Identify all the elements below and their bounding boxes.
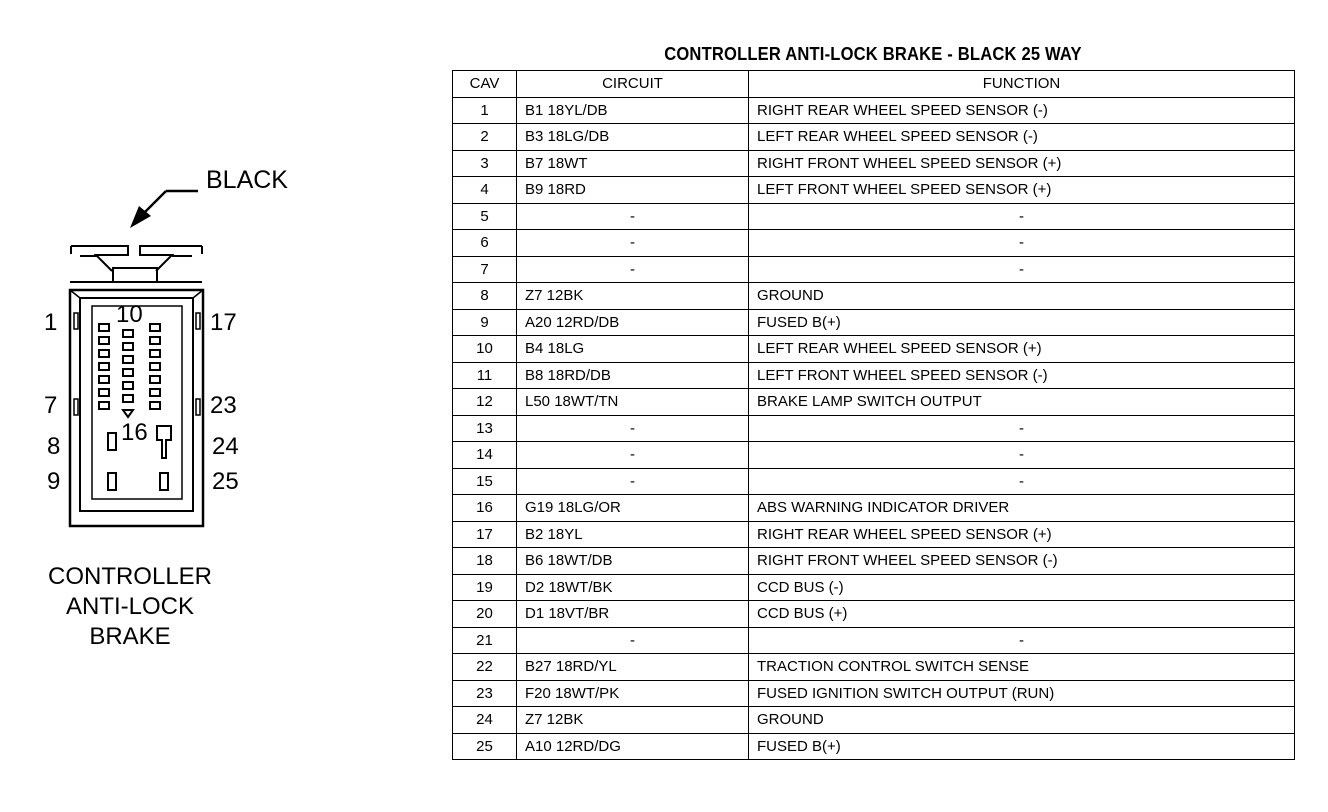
cell-circuit: B9 18RD bbox=[517, 177, 749, 204]
cell-circuit: B8 18RD/DB bbox=[517, 362, 749, 389]
table-row bbox=[453, 177, 1295, 204]
cell-cav: 1 bbox=[453, 97, 517, 124]
callout-arrow-icon bbox=[130, 191, 198, 228]
cell-circuit: - bbox=[517, 442, 749, 469]
cell-cav: 12 bbox=[453, 389, 517, 416]
cell-cav: 3 bbox=[453, 150, 517, 177]
cell-function: RIGHT FRONT WHEEL SPEED SENSOR (-) bbox=[749, 548, 1295, 575]
table-row bbox=[453, 415, 1295, 442]
cell-cav: 22 bbox=[453, 654, 517, 681]
pin-label-7: 7 bbox=[44, 392, 58, 419]
cell-function: - bbox=[749, 442, 1295, 469]
table-row bbox=[453, 97, 1295, 124]
cell-function: GROUND bbox=[749, 707, 1295, 734]
cell-circuit: - bbox=[517, 627, 749, 654]
table-row bbox=[453, 124, 1295, 151]
table-row bbox=[453, 230, 1295, 257]
cell-circuit: B2 18YL bbox=[517, 521, 749, 548]
cavity-column-1-7 bbox=[99, 324, 109, 409]
cell-function: TRACTION CONTROL SWITCH SENSE bbox=[749, 654, 1295, 681]
cell-function: LEFT FRONT WHEEL SPEED SENSOR (+) bbox=[749, 177, 1295, 204]
cell-circuit: B7 18WT bbox=[517, 150, 749, 177]
cavity-column-17-23 bbox=[150, 324, 160, 409]
table-row bbox=[453, 203, 1295, 230]
pinout-table bbox=[452, 70, 1295, 760]
table-title: CONTROLLER ANTI-LOCK BRAKE - BLACK 25 WAY bbox=[664, 44, 1082, 64]
caption-line-2: ANTI-LOCK bbox=[65, 593, 194, 620]
cavity-column-10-15 bbox=[123, 330, 133, 417]
pin-label-10: 10 bbox=[116, 301, 143, 328]
cell-function: GROUND bbox=[749, 283, 1295, 310]
cell-function: FUSED B(+) bbox=[749, 309, 1295, 336]
cell-circuit: B6 18WT/DB bbox=[517, 548, 749, 575]
cell-function: - bbox=[749, 415, 1295, 442]
cell-function: ABS WARNING INDICATOR DRIVER bbox=[749, 495, 1295, 522]
cell-function: - bbox=[749, 256, 1295, 283]
cell-circuit: G19 18LG/OR bbox=[517, 495, 749, 522]
cell-function: LEFT FRONT WHEEL SPEED SENSOR (-) bbox=[749, 362, 1295, 389]
cell-circuit: - bbox=[517, 468, 749, 495]
connector-caption bbox=[10, 562, 250, 652]
header-function: FUNCTION bbox=[749, 71, 1295, 98]
table-row bbox=[453, 468, 1295, 495]
table-body bbox=[453, 97, 1295, 760]
table-row bbox=[453, 442, 1295, 469]
cell-function: - bbox=[749, 468, 1295, 495]
cell-cav: 25 bbox=[453, 733, 517, 760]
table-row bbox=[453, 548, 1295, 575]
cell-cav: 18 bbox=[453, 548, 517, 575]
connector-latch bbox=[70, 246, 202, 282]
cell-cav: 11 bbox=[453, 362, 517, 389]
cell-function: BRAKE LAMP SWITCH OUTPUT bbox=[749, 389, 1295, 416]
pin-label-8: 8 bbox=[47, 433, 61, 460]
cell-circuit: Z7 12BK bbox=[517, 707, 749, 734]
pin-label-17: 17 bbox=[210, 309, 237, 336]
cell-circuit: L50 18WT/TN bbox=[517, 389, 749, 416]
cell-circuit: A20 12RD/DB bbox=[517, 309, 749, 336]
caption-line-1: CONTROLLER bbox=[47, 563, 213, 590]
cell-function: - bbox=[749, 627, 1295, 654]
table-row bbox=[453, 521, 1295, 548]
connector-face-drawing bbox=[0, 0, 440, 812]
cell-function: FUSED IGNITION SWITCH OUTPUT (RUN) bbox=[749, 680, 1295, 707]
connector-diagram bbox=[0, 0, 440, 812]
cell-function: - bbox=[749, 203, 1295, 230]
pin-label-1: 1 bbox=[44, 309, 58, 336]
pin-label-25: 25 bbox=[212, 468, 239, 495]
cell-cav: 2 bbox=[453, 124, 517, 151]
cell-cav: 16 bbox=[453, 495, 517, 522]
cell-circuit: - bbox=[517, 415, 749, 442]
table-header-row bbox=[453, 71, 1295, 98]
cell-cav: 23 bbox=[453, 680, 517, 707]
cell-circuit: D2 18WT/BK bbox=[517, 574, 749, 601]
cell-circuit: Z7 12BK bbox=[517, 283, 749, 310]
cell-cav: 17 bbox=[453, 521, 517, 548]
caption-line-3: BRAKE bbox=[89, 623, 171, 650]
cell-cav: 13 bbox=[453, 415, 517, 442]
pin-label-24: 24 bbox=[212, 433, 239, 460]
pin-label-16: 16 bbox=[121, 419, 148, 446]
table-row bbox=[453, 336, 1295, 363]
cell-circuit: - bbox=[517, 230, 749, 257]
table-row bbox=[453, 309, 1295, 336]
cell-cav: 6 bbox=[453, 230, 517, 257]
table-row bbox=[453, 627, 1295, 654]
cell-cav: 14 bbox=[453, 442, 517, 469]
cell-cav: 15 bbox=[453, 468, 517, 495]
cell-function: LEFT REAR WHEEL SPEED SENSOR (-) bbox=[749, 124, 1295, 151]
cell-circuit: B1 18YL/DB bbox=[517, 97, 749, 124]
cell-cav: 20 bbox=[453, 601, 517, 628]
cell-function: RIGHT REAR WHEEL SPEED SENSOR (+) bbox=[749, 521, 1295, 548]
cell-circuit: - bbox=[517, 256, 749, 283]
header-circuit: CIRCUIT bbox=[517, 71, 749, 98]
cell-cav: 7 bbox=[453, 256, 517, 283]
table-row bbox=[453, 256, 1295, 283]
cell-cav: 8 bbox=[453, 283, 517, 310]
cell-circuit: - bbox=[517, 203, 749, 230]
cell-function: CCD BUS (-) bbox=[749, 574, 1295, 601]
table-row bbox=[453, 389, 1295, 416]
cell-function: CCD BUS (+) bbox=[749, 601, 1295, 628]
cell-circuit: B3 18LG/DB bbox=[517, 124, 749, 151]
cell-cav: 9 bbox=[453, 309, 517, 336]
cell-function: - bbox=[749, 230, 1295, 257]
cell-function: LEFT REAR WHEEL SPEED SENSOR (+) bbox=[749, 336, 1295, 363]
cell-cav: 5 bbox=[453, 203, 517, 230]
cell-circuit: A10 12RD/DG bbox=[517, 733, 749, 760]
connector-color-label: BLACK bbox=[206, 166, 288, 194]
cell-circuit: D1 18VT/BR bbox=[517, 601, 749, 628]
table-row bbox=[453, 495, 1295, 522]
table-row bbox=[453, 150, 1295, 177]
cell-function: RIGHT REAR WHEEL SPEED SENSOR (-) bbox=[749, 97, 1295, 124]
cell-cav: 10 bbox=[453, 336, 517, 363]
cell-circuit: B4 18LG bbox=[517, 336, 749, 363]
table-row bbox=[453, 362, 1295, 389]
table-row bbox=[453, 680, 1295, 707]
cell-function: RIGHT FRONT WHEEL SPEED SENSOR (+) bbox=[749, 150, 1295, 177]
pin-label-23: 23 bbox=[210, 392, 237, 419]
cell-function: FUSED B(+) bbox=[749, 733, 1295, 760]
table-row bbox=[453, 601, 1295, 628]
table-row bbox=[453, 283, 1295, 310]
cell-cav: 21 bbox=[453, 627, 517, 654]
cell-circuit: F20 18WT/PK bbox=[517, 680, 749, 707]
cell-cav: 4 bbox=[453, 177, 517, 204]
header-cav: CAV bbox=[453, 71, 517, 98]
table-row bbox=[453, 707, 1295, 734]
table-row bbox=[453, 574, 1295, 601]
pin-label-9: 9 bbox=[47, 468, 61, 495]
table-row bbox=[453, 733, 1295, 760]
cell-cav: 24 bbox=[453, 707, 517, 734]
cell-cav: 19 bbox=[453, 574, 517, 601]
table-row bbox=[453, 654, 1295, 681]
cell-circuit: B27 18RD/YL bbox=[517, 654, 749, 681]
